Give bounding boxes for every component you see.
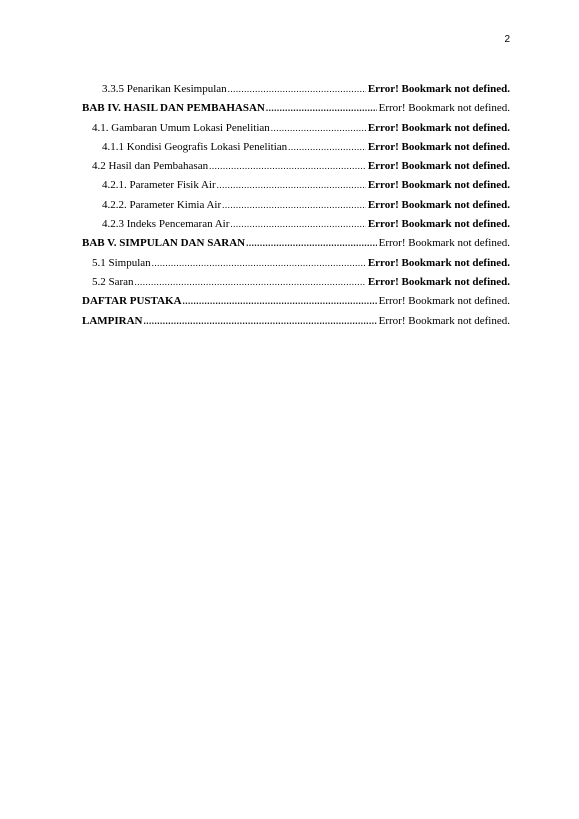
toc-entry-page-ref: Error! Bookmark not defined. (367, 160, 510, 173)
toc-entry-title: 5.1 Simpulan (92, 256, 151, 269)
toc-entry-page-ref: Error! Bookmark not defined. (367, 275, 510, 288)
toc-dot-leader (209, 157, 366, 176)
toc-entry[interactable] (82, 215, 510, 234)
toc-entry-page-ref: Error! Bookmark not defined. (378, 314, 510, 327)
toc-entry-title: 3.3.5 Penarikan Kesimpulan (102, 83, 227, 95)
toc-dot-leader (246, 234, 377, 253)
page-number: 2 (504, 34, 510, 45)
toc-entry-page-ref: Error! Bookmark not defined. (378, 102, 510, 115)
toc-dot-leader (288, 138, 366, 157)
toc-entry-title: DAFTAR PUSTAKA (82, 295, 182, 308)
toc-entry[interactable] (82, 234, 510, 253)
toc-entry[interactable] (82, 119, 510, 138)
toc-entry-page-ref: Error! Bookmark not defined. (367, 179, 510, 192)
toc-dot-leader (228, 80, 366, 99)
toc-entry-title: BAB V. SIMPULAN DAN SARAN (82, 237, 246, 250)
toc-entry-page-ref: Error! Bookmark not defined. (367, 218, 510, 231)
toc-entry-title: 4.1.1 Kondisi Geografis Lokasi Penelitian (102, 140, 288, 153)
toc-entry[interactable] (82, 273, 510, 292)
toc-entry-title: 4.2.2. Parameter Kimia Air (102, 198, 222, 211)
toc-entry-title: 4.2.3 Indeks Pencemaran Air (102, 218, 230, 231)
toc-dot-leader (271, 119, 366, 138)
toc-entry-title: BAB IV. HASIL DAN PEMBAHASAN (82, 102, 265, 115)
toc-entry-page-ref: Error! Bookmark not defined. (367, 198, 510, 211)
toc-entry-page-ref: Error! Bookmark not defined. (378, 237, 510, 250)
toc-entry-page-ref: Error! Bookmark not defined. (367, 83, 510, 95)
toc-entry[interactable] (82, 176, 510, 195)
toc-entry[interactable] (82, 80, 510, 99)
toc-entry[interactable] (82, 99, 510, 118)
toc-entry-page-ref: Error! Bookmark not defined. (367, 140, 510, 153)
toc-entry-title: 5.2 Saran (92, 275, 134, 288)
table-of-contents (82, 80, 510, 331)
toc-entry-title: 4.1. Gambaran Umum Lokasi Penelitian (92, 121, 270, 134)
toc-dot-leader (217, 176, 366, 195)
toc-entry-page-ref: Error! Bookmark not defined. (378, 295, 510, 308)
toc-dot-leader (266, 99, 377, 118)
toc-entry[interactable] (82, 292, 510, 311)
toc-entry-title: 4.2 Hasil dan Pembahasan (92, 160, 209, 173)
toc-entry[interactable] (82, 254, 510, 273)
toc-entry-page-ref: Error! Bookmark not defined. (367, 121, 510, 134)
toc-entry[interactable] (82, 157, 510, 176)
toc-dot-leader (230, 215, 365, 234)
toc-dot-leader (222, 196, 366, 215)
toc-dot-leader (144, 312, 377, 331)
toc-dot-leader (152, 254, 366, 273)
toc-dot-leader (183, 292, 377, 311)
toc-entry-title: 4.2.1. Parameter Fisik Air (102, 179, 216, 192)
toc-dot-leader (135, 273, 366, 292)
toc-entry-title: LAMPIRAN (82, 314, 143, 327)
toc-entry[interactable] (82, 196, 510, 215)
toc-entry[interactable] (82, 312, 510, 331)
toc-entry-page-ref: Error! Bookmark not defined. (367, 256, 510, 269)
toc-entry[interactable] (82, 138, 510, 157)
